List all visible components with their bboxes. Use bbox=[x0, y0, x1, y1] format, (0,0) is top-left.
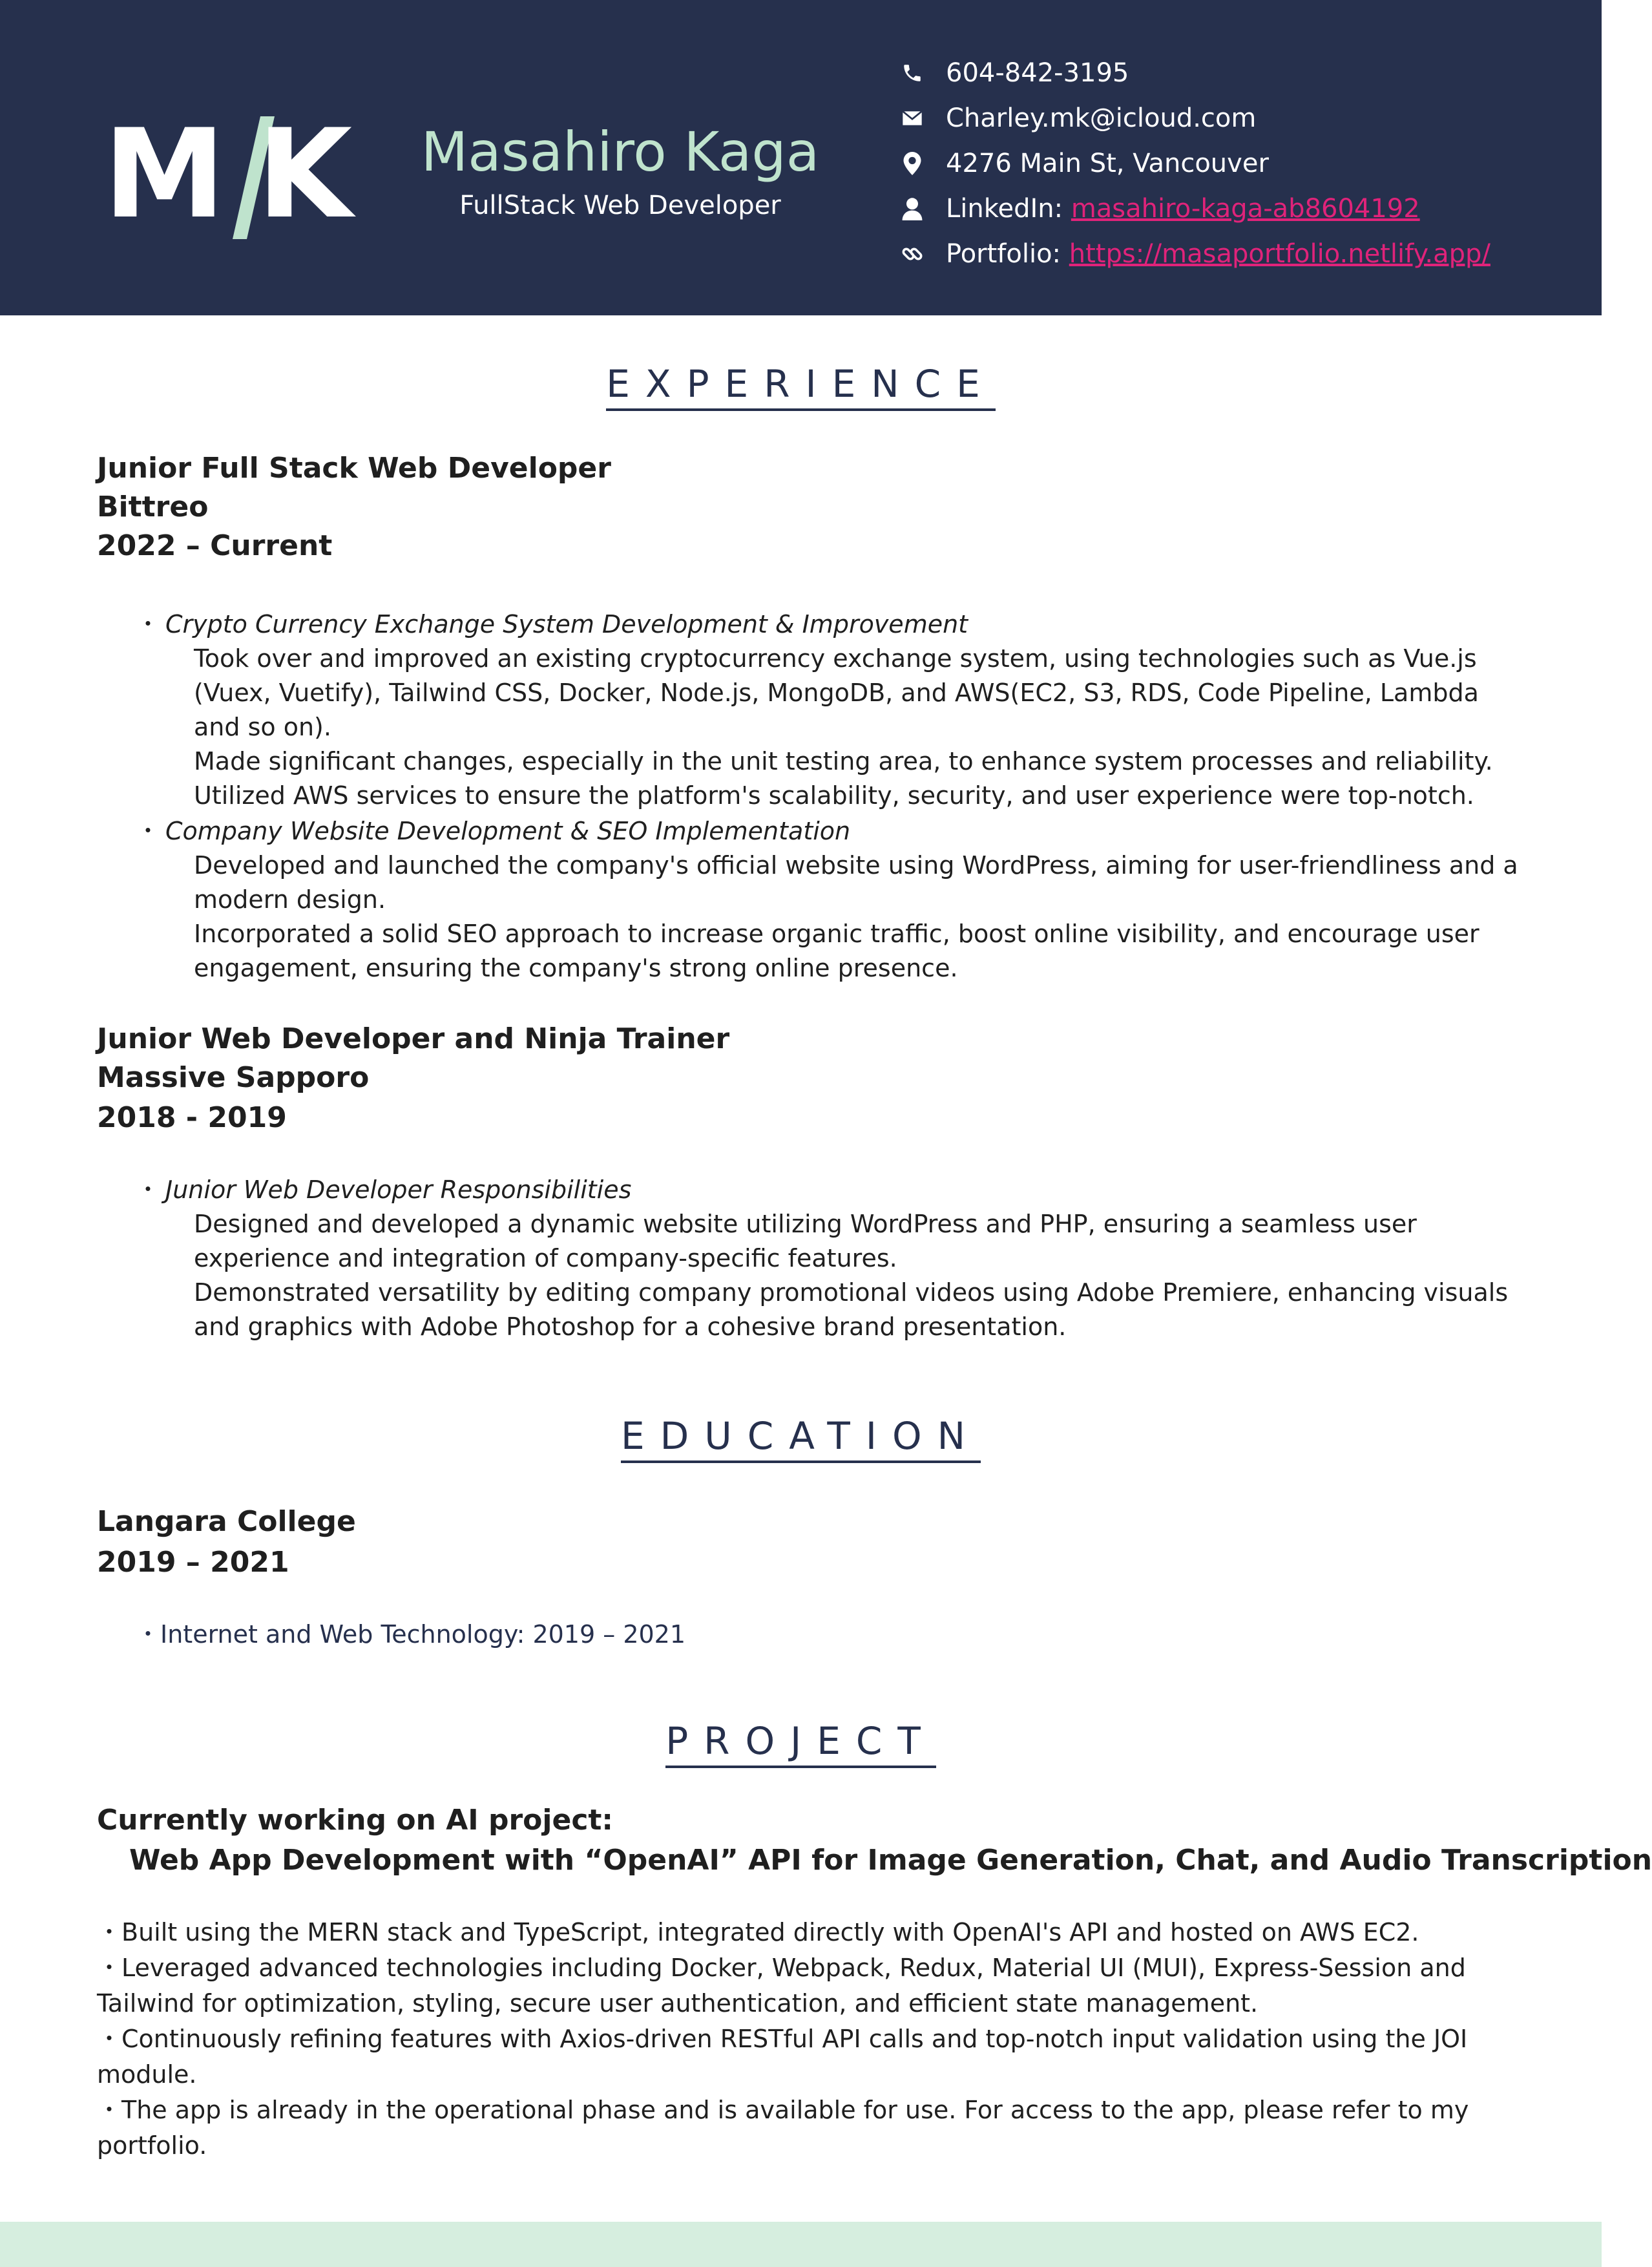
contact-phone bbox=[898, 50, 1589, 96]
job-2-period: 2018 - 2019 bbox=[97, 1101, 287, 1134]
description-line: Demonstrated versatility by editing company promotional videos using Adobe Premiere, enhancing visuals and graphics with Adobe Photoshop for a cohesive brand presentation. bbox=[194, 1278, 1509, 1341]
linkedin-link[interactable]: masahiro-kaga-ab8604192 bbox=[1071, 194, 1420, 224]
list-item: ・Leveraged advanced technologies including Docker, Webpack, Redux, Material UI (MUI), Express-Session and Tailwind for optimization, styling, secure user authentication, and efficient state management. bbox=[97, 1954, 1466, 2018]
list-item: ・Built using the MERN stack and TypeScript, integrated directly with OpenAI's API and hosted on AWS EC2. bbox=[97, 1918, 1419, 1946]
job-1-item-2-title: ・ Company Website Development & SEO Implementation bbox=[136, 817, 851, 845]
contact-linkedin bbox=[898, 186, 1589, 231]
education-section-title: EDUCATION bbox=[0, 1414, 1602, 1463]
job-1-period: 2022 – Current bbox=[97, 529, 333, 562]
person-name: Masahiro Kaga bbox=[421, 120, 820, 184]
job-2-item-1-title: ・ Junior Web Developer Responsibilities bbox=[136, 1176, 632, 1204]
job-title: FullStack Web Developer bbox=[459, 191, 781, 220]
name-block bbox=[413, 116, 827, 224]
footer-band bbox=[0, 2222, 1602, 2267]
job-1-item-1-title: ・ Crypto Currency Exchange System Development & Improvement bbox=[136, 610, 968, 638]
project-bullet-list bbox=[97, 1915, 1518, 2164]
contact-portfolio bbox=[898, 231, 1589, 277]
svg-text:K: K bbox=[257, 103, 353, 246]
user-icon bbox=[898, 195, 926, 223]
bullet-glyph: ・ bbox=[136, 1620, 161, 1649]
project-section-title: PROJECT bbox=[0, 1719, 1602, 1768]
job-1-item-1-description bbox=[194, 642, 1525, 813]
bullet-glyph: ・ bbox=[97, 1918, 122, 1946]
description-line: Made significant changes, especially in the unit testing area, to enhance system processes and reliability. bbox=[194, 747, 1493, 775]
school-name: Langara College bbox=[97, 1505, 356, 1538]
project-subheading: Web App Development with “OpenAI” API for Image Generation, Chat, and Audio Transcription bbox=[129, 1844, 1652, 1877]
bullet-glyph: ・ bbox=[97, 2025, 122, 2053]
street-address: 4276 Main St, Vancouver bbox=[946, 149, 1269, 178]
phone-number[interactable]: 604-842-3195 bbox=[946, 58, 1129, 88]
job-1-position: Junior Full Stack Web Developer bbox=[97, 452, 611, 485]
bullet-glyph: ・ bbox=[97, 2096, 122, 2124]
portfolio-link[interactable]: https://masaportfolio.netlify.app/ bbox=[1069, 239, 1490, 269]
monogram-logo bbox=[103, 97, 353, 246]
job-2-company: Massive Sapporo bbox=[97, 1061, 370, 1094]
job-2-item-1-description bbox=[194, 1207, 1525, 1344]
link-icon bbox=[898, 240, 926, 268]
contact-email bbox=[898, 96, 1589, 141]
description-line: Developed and launched the company's official website using WordPress, aiming for user-friendliness and a modern design. bbox=[194, 851, 1518, 914]
map-pin-icon bbox=[898, 149, 926, 178]
description-line: Incorporated a solid SEO approach to increase organic traffic, boost online visibility, and encourage user engagement, ensuring the company's strong online presence. bbox=[194, 920, 1479, 982]
linkedin-label: LinkedIn: bbox=[946, 194, 1071, 224]
contact-list bbox=[898, 50, 1589, 277]
svg-text:M: M bbox=[103, 103, 226, 246]
project-heading: Currently working on AI project: bbox=[97, 1804, 614, 1837]
email-address[interactable]: Charley.mk@icloud.com bbox=[946, 103, 1257, 133]
experience-section-title: EXPERIENCE bbox=[0, 362, 1602, 411]
job-1-company: Bittreo bbox=[97, 490, 209, 523]
description-line: Designed and developed a dynamic website utilizing WordPress and PHP, ensuring a seamless user experience and integration of company-specific features. bbox=[194, 1210, 1417, 1272]
envelope-icon bbox=[898, 104, 926, 132]
bullet-glyph: ・ bbox=[97, 1954, 122, 1982]
bullet-glyph: ・ bbox=[136, 1176, 161, 1204]
education-item: ・Internet and Web Technology: 2019 – 2021 bbox=[136, 1620, 686, 1649]
portfolio-label: Portfolio: bbox=[946, 239, 1069, 269]
description-line: Took over and improved an existing cryptocurrency exchange system, using technologies such as Vue.js (Vuex, Vuetify), Tailwind CSS, Docker, Node.js, MongoDB, and AWS(EC2, S3, RDS, Code Pipeline, Lambda and so on). bbox=[194, 644, 1479, 741]
bullet-glyph: ・ bbox=[136, 817, 161, 845]
list-item: ・The app is already in the operational phase and is available for use. For access to the app, please refer to my portfolio. bbox=[97, 2096, 1469, 2160]
job-2-position: Junior Web Developer and Ninja Trainer bbox=[97, 1022, 730, 1055]
header-banner bbox=[0, 0, 1602, 315]
list-item: ・Continuously refining features with Axios-driven RESTful API calls and top-notch input validation using the JOI module. bbox=[97, 2025, 1468, 2089]
bullet-glyph: ・ bbox=[136, 610, 161, 638]
description-line: Utilized AWS services to ensure the platform's scalability, security, and user experience were top-notch. bbox=[194, 781, 1474, 810]
contact-address bbox=[898, 141, 1589, 186]
phone-icon bbox=[898, 59, 926, 87]
school-period: 2019 – 2021 bbox=[97, 1546, 289, 1579]
job-1-item-2-description bbox=[194, 849, 1525, 986]
